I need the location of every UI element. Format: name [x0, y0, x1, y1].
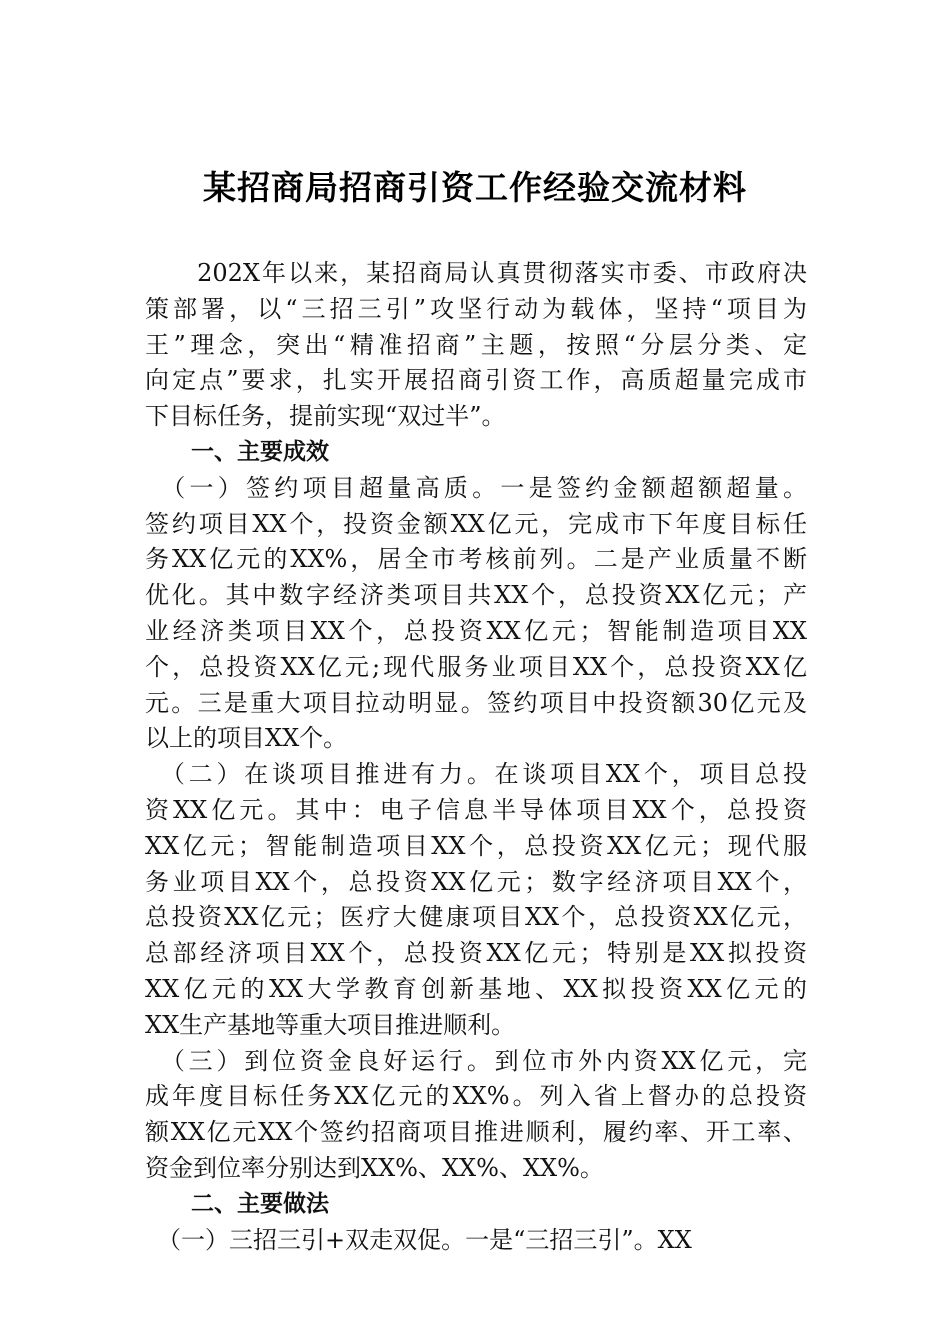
text-line: XX亿元的XX大学教育创新基地、XX拟投资XX亿元的	[145, 974, 807, 1003]
text-line: 务业项目XX个，总投资XX亿元；数字经济项目XX个，	[145, 867, 807, 896]
text-line: 资金到位率分别达到XX%、XX%、XX%。	[145, 1153, 604, 1182]
text-line: 签约项目XX个，投资金额XX亿元，完成市下年度目标任	[145, 509, 807, 538]
paragraph	[145, 757, 807, 1043]
document-title: 某招商局招商引资工作经验交流材料	[203, 168, 747, 207]
text-line: 策部署，以“三招三引”攻坚行动为载体，坚持“项目为	[145, 294, 807, 323]
paragraph	[145, 1223, 807, 1259]
text-line: 成年度目标任务XX亿元的XX%。列入省上督办的总投资	[145, 1082, 807, 1111]
text-line: 以上的项目XX个。	[145, 724, 348, 753]
text-line: XX生产基地等重大项目推进顺利。	[145, 1010, 516, 1039]
text-line: XX亿元；智能制造项目XX个，总投资XX亿元；现代服	[145, 831, 807, 860]
section-heading	[145, 435, 807, 471]
text-line: 二、主要做法	[145, 1190, 329, 1217]
text-line: 一、主要成效	[145, 438, 329, 465]
document-body	[145, 256, 807, 1258]
text-line: 务XX亿元的XX%，居全市考核前列。二是产业质量不断	[145, 545, 807, 574]
paragraph	[145, 256, 807, 435]
text-line: （三）到位资金良好运行。到位市外内资XX亿元，完	[145, 1046, 807, 1075]
paragraph	[145, 471, 807, 757]
text-line: 总部经济项目XX个，总投资XX亿元；特别是XX拟投资	[145, 939, 807, 968]
text-line: 总投资XX亿元；医疗大健康项目XX个，总投资XX亿元，	[145, 903, 807, 932]
text-line: 元。三是重大项目拉动明显。签约项目中投资额30亿元及	[145, 688, 807, 717]
text-line: 向定点”要求，扎实开展招商引资工作，高质超量完成市	[145, 366, 807, 395]
text-line: 业经济类项目XX个，总投资XX亿元；智能制造项目XX	[145, 616, 807, 645]
section-heading	[145, 1187, 807, 1223]
text-line: 额XX亿元XX个签约招商项目推进顺利，履约率、开工率、	[145, 1118, 807, 1147]
text-line: 资XX亿元。其中：电子信息半导体项目XX个，总投资	[145, 795, 807, 824]
text-line: 202X年以来，某招商局认真贯彻落实市委、市政府决	[145, 259, 807, 287]
text-line: 王”理念，突出“精准招商”主题，按照“分层分类、定	[145, 330, 807, 359]
text-line: 下目标任务，提前实现“双过半”。	[145, 402, 506, 431]
text-line: （二）在谈项目推进有力。在谈项目XX个，项目总投	[145, 760, 807, 789]
text-line: （一）三招三引+双走双促。一是“三招三引”。XX	[145, 1225, 692, 1254]
text-line: 优化。其中数字经济类项目共XX个，总投资XX亿元；产	[145, 581, 807, 610]
text-line: 个，总投资XX亿元;现代服务业项目XX个，总投资XX亿	[145, 652, 807, 681]
paragraph	[145, 1044, 807, 1187]
text-line: （一）签约项目超量高质。一是签约金额超额超量。	[145, 473, 807, 502]
